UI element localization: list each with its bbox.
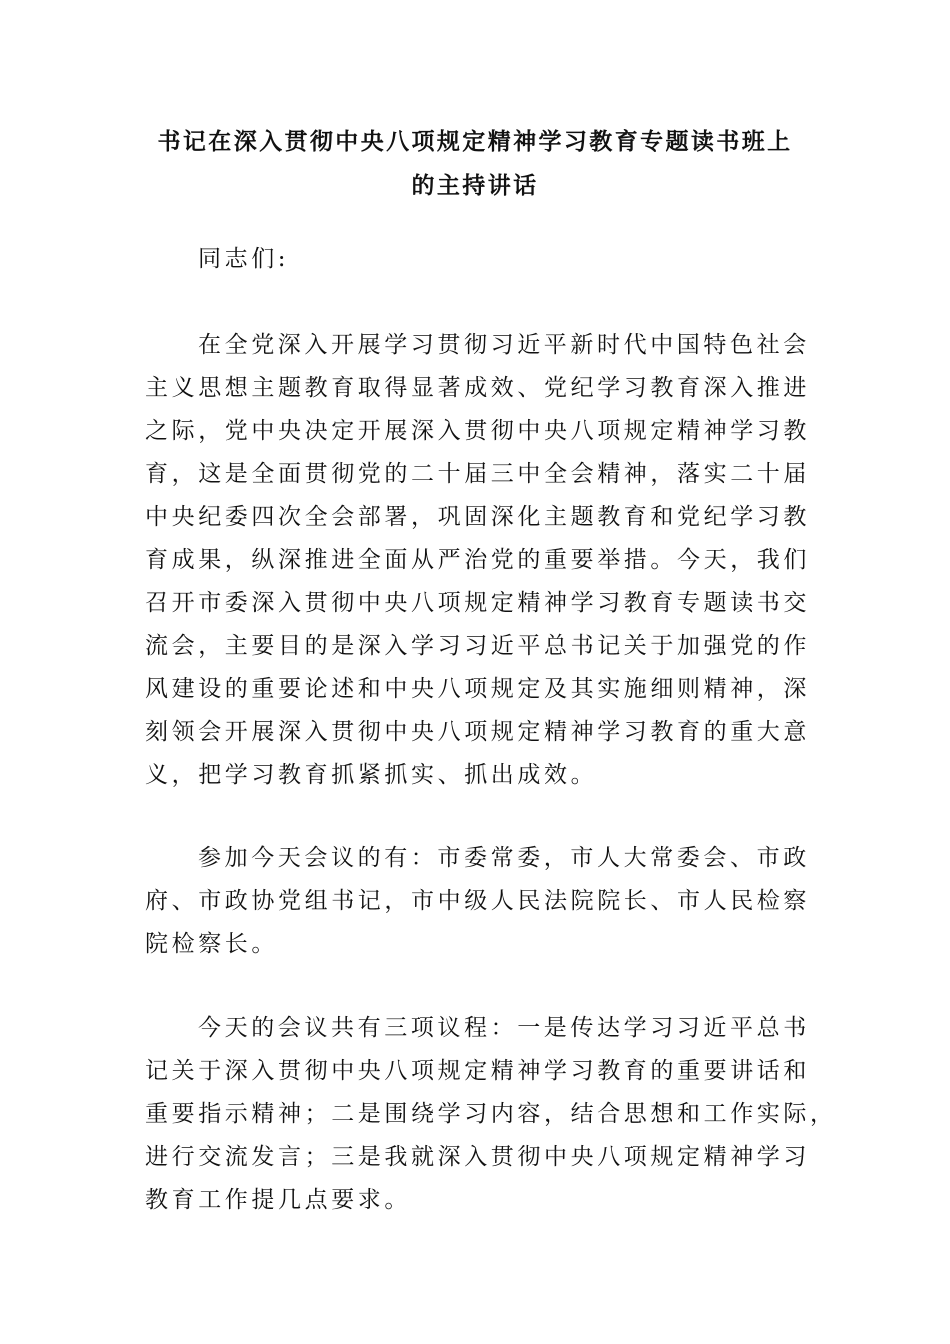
text-line: 育，这是全面贯彻党的二十届三中全会精神，落实二十届 xyxy=(145,461,810,487)
text-line: 在全党深入开展学习贯彻习近平新时代中国特色社会 xyxy=(198,332,810,358)
text-line: 重要指示精神；二是围绕学习内容，结合思想和工作实际， xyxy=(145,1101,837,1127)
text-line: 义，把学习教育抓紧抓实、抓出成效。 xyxy=(145,762,598,788)
text-line: 教育工作提几点要求。 xyxy=(145,1187,411,1213)
text-line: 流会，主要目的是深入学习习近平总书记关于加强党的作 xyxy=(145,633,810,659)
greeting-text: 同志们: xyxy=(198,246,290,272)
text-line: 育成果，纵深推进全面从严治党的重要举措。今天，我们 xyxy=(145,547,810,573)
text-line: 主义思想主题教育取得显著成效、党纪学习教育深入推进 xyxy=(145,375,810,401)
text-line: 今天的会议共有三项议程：一是传达学习习近平总书 xyxy=(198,1015,810,1041)
text-line: 府、市政协党组书记，市中级人民法院院长、市人民检察 xyxy=(145,888,810,914)
paragraph-1 xyxy=(145,324,810,797)
title-line: 的主持讲话 xyxy=(411,172,539,199)
text-line: 召开市委深入贯彻中央八项规定精神学习教育专题读书交 xyxy=(145,590,810,616)
text-line: 之际，党中央决定开展深入贯彻中央八项规定精神学习教 xyxy=(145,418,810,444)
greeting xyxy=(145,238,805,281)
text-line: 中央纪委四次全会部署，巩固深化主题教育和党纪学习教 xyxy=(145,504,810,530)
text-line: 进行交流发言；三是我就深入贯彻中央八项规定精神学习 xyxy=(145,1144,810,1170)
text-line: 刻领会开展深入贯彻中央八项规定精神学习教育的重大意 xyxy=(145,719,810,745)
paragraph-2 xyxy=(145,837,810,966)
title-line: 书记在深入贯彻中央八项规定精神学习教育专题读书班上 xyxy=(157,128,793,155)
text-line: 院检察长。 xyxy=(145,931,278,957)
paragraph-3 xyxy=(145,1007,837,1222)
document-title xyxy=(0,120,950,208)
text-line: 记关于深入贯彻中央八项规定精神学习教育的重要讲话和 xyxy=(145,1058,810,1084)
text-line: 风建设的重要论述和中央八项规定及其实施细则精神，深 xyxy=(145,676,810,702)
text-line: 参加今天会议的有：市委常委，市人大常委会、市政 xyxy=(198,845,810,871)
